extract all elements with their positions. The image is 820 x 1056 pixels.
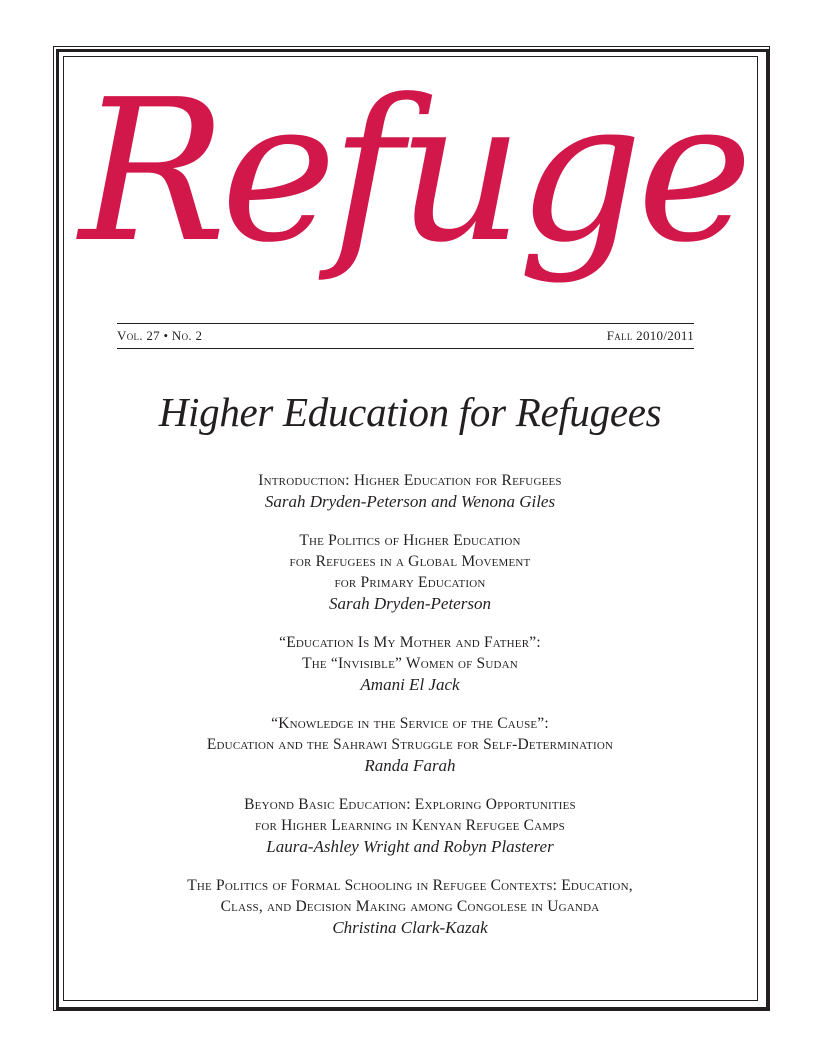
article-entry[interactable] <box>100 713 720 777</box>
issue-title: Higher Education for Refugees <box>158 389 662 435</box>
article-entry[interactable] <box>100 875 720 939</box>
article-author: Sarah Dryden-Peterson and Wenona Giles <box>264 492 556 511</box>
issue-info-row <box>117 327 694 345</box>
article-title <box>100 875 720 917</box>
article-entry[interactable] <box>100 632 720 696</box>
article-title <box>100 794 720 836</box>
article-title-line: for Refugees in a Global Movement <box>289 553 531 570</box>
table-of-contents <box>100 470 720 956</box>
article-author: Amani El Jack <box>360 675 460 694</box>
volume-number: Vol. 27 • No. 2 <box>117 328 203 343</box>
article-title-line: The Politics of Higher Education <box>299 532 521 549</box>
article-entry[interactable] <box>100 470 720 513</box>
article-title-line: Class, and Decision Making among Congolese in Uganda <box>220 898 600 915</box>
article-author: Randa Farah <box>364 756 456 775</box>
article-title <box>100 713 720 755</box>
article-title <box>100 470 720 491</box>
article-title-line: The Politics of Formal Schooling in Refugee Contexts: Education, <box>187 877 633 894</box>
article-title-line: for Higher Learning in Kenyan Refugee Camps <box>255 817 565 834</box>
article-author: Sarah Dryden-Peterson <box>329 594 491 613</box>
article-title-line: The “Invisible” Women of Sudan <box>302 655 518 672</box>
article-title-line: for Primary Education <box>334 574 486 591</box>
article-title-line: “Knowledge in the Service of the Cause”: <box>271 715 549 732</box>
article-title-line: Education and the Sahrawi Struggle for Self-Determination <box>206 736 614 753</box>
article-title-line: “Education Is My Mother and Father”: <box>279 634 541 651</box>
article-entry[interactable] <box>100 794 720 858</box>
article-title-line: Beyond Basic Education: Exploring Opportunities <box>244 796 576 813</box>
journal-masthead: Refuge <box>79 58 747 286</box>
issue-season: Fall 2010/2011 <box>606 328 694 343</box>
article-entry[interactable] <box>100 530 720 615</box>
masthead-rule-top <box>117 323 694 324</box>
article-title <box>100 530 720 593</box>
article-author: Christina Clark-Kazak <box>332 918 488 937</box>
article-title <box>100 632 720 674</box>
article-title-line: Introduction: Higher Education for Refugees <box>258 472 562 489</box>
article-author: Laura-Ashley Wright and Robyn Plasterer <box>266 837 554 856</box>
masthead-rule-bottom <box>117 348 694 349</box>
